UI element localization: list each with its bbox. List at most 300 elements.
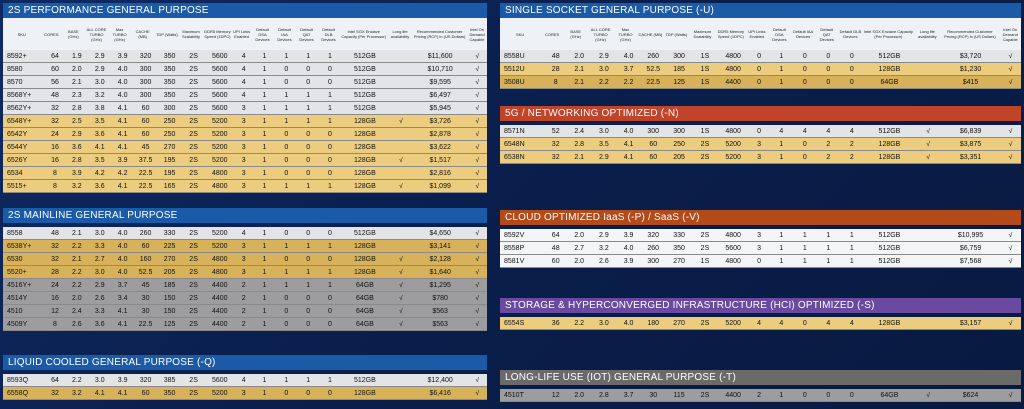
table-cell: 32 (551, 153, 560, 161)
table-cell: 1 (262, 229, 267, 237)
sku-cell: 4510T (504, 391, 524, 399)
column-header: BASE (GHz) (570, 29, 582, 39)
table-cell: 1 (306, 52, 311, 60)
table-cell: 1 (262, 294, 267, 302)
column-header: DDR5 Memory Speed (1DPC) (204, 29, 231, 39)
table-cell: 64GB (355, 307, 374, 315)
table-cell: 4.0 (117, 91, 128, 99)
table-cell: 2 (241, 320, 246, 328)
table-cell: 22.5 (138, 320, 153, 328)
table-cell: √ (398, 294, 403, 302)
table-cell: 2.3 (71, 91, 82, 99)
table-cell: 128GB (878, 140, 901, 148)
table-cell: √ (475, 117, 480, 125)
table-cell: 2S (189, 143, 198, 151)
table-cell: 4 (779, 127, 784, 135)
table-cell: 2S (189, 268, 198, 276)
table-cell: 1 (284, 104, 289, 112)
table-cell: 350 (163, 52, 176, 60)
table-cell: 2S (189, 78, 198, 86)
table-cell: 4 (241, 91, 246, 99)
table-cell: 4800 (725, 52, 741, 60)
column-header: Default DSA Devices (772, 26, 787, 42)
table-cell: 1 (262, 307, 267, 315)
table-cell: 2S (700, 244, 710, 252)
table-cell: √ (475, 104, 480, 112)
table-cell: √ (475, 255, 480, 263)
table-cell: 0 (328, 307, 332, 315)
table-cell: 2 (826, 140, 831, 148)
table-cell: $7,568 (959, 257, 982, 265)
table-row (3, 374, 487, 387)
table-row (3, 115, 487, 128)
table-cell: 350 (163, 65, 176, 73)
table-cell: 3.0 (94, 268, 105, 276)
table-cell: 3.9 (623, 231, 634, 239)
table-cell: 4.1 (117, 182, 128, 190)
table-cell: 4400 (211, 320, 228, 328)
table-cell: 2.2 (71, 242, 82, 250)
panel-title: 2S MAINLINE GENERAL PURPOSE (3, 208, 487, 223)
table-cell: 2S (189, 255, 198, 263)
table-cell: 4.0 (623, 244, 634, 252)
table-cell: 260 (139, 229, 152, 237)
table-cell: 250 (163, 117, 176, 125)
column-header: Default DLB Devices (839, 29, 862, 39)
table-cell: 3 (757, 153, 761, 161)
table-cell: 1 (779, 257, 784, 265)
table-cell: 2.5 (71, 117, 82, 125)
column-header: Default DSA Devices (255, 26, 270, 42)
table-cell: 0 (802, 52, 807, 60)
table-cell: √ (398, 307, 403, 315)
table-cell: 2S (189, 65, 198, 73)
sku-cell: 8570 (7, 78, 23, 86)
table-cell: 1 (779, 140, 784, 148)
table-cell: 1 (849, 231, 854, 239)
table-cell: 128GB (878, 319, 901, 327)
table-cell: 60 (551, 257, 560, 265)
table-cell: 32 (51, 255, 59, 263)
table-cell: 185 (673, 65, 685, 73)
table-cell: 3.0 (94, 229, 105, 237)
table-cell: 1 (284, 376, 289, 384)
column-header: Long life availability (918, 29, 937, 39)
table-cell: 37.5 (138, 156, 153, 164)
table-cell: 0 (306, 169, 311, 177)
table-row (3, 387, 487, 400)
table-cell: 3.0 (94, 376, 105, 384)
table-cell: 320 (647, 231, 660, 239)
table-cell: 1 (284, 268, 289, 276)
table-cell: 0 (306, 294, 311, 302)
table-cell: 2S (189, 389, 198, 397)
table-cell: 0 (306, 130, 311, 138)
table-cell: 5600 (211, 52, 228, 60)
table-cell: 1 (262, 117, 267, 125)
table-cell: 260 (647, 244, 660, 252)
table-cell: √ (475, 294, 480, 302)
table-cell: 48 (551, 52, 560, 60)
table-cell: 4.0 (117, 78, 128, 86)
table-cell: 4400 (211, 294, 228, 302)
table-cell: 128GB (878, 153, 901, 161)
table-cell: 300 (647, 257, 660, 265)
table-cell: 5200 (725, 319, 741, 327)
table-cell: 5200 (211, 389, 228, 397)
column-header: Intel On Demand Capable (469, 26, 485, 42)
table-cell: 270 (163, 143, 176, 151)
sku-cell: 4510 (7, 307, 23, 315)
table-cell: 0 (306, 320, 311, 328)
table-cell: 1 (328, 376, 332, 384)
column-header: Default DLB Devices (321, 26, 336, 42)
panel-title: 2S PERFORMANCE GENERAL PURPOSE (3, 3, 487, 18)
table-cell: 270 (163, 255, 176, 263)
table-cell: √ (475, 182, 480, 190)
table-cell: 1 (849, 244, 854, 252)
table-cell: 0 (826, 78, 831, 86)
panel-title: STORAGE & HYPERCONVERGED INFRASTRUCTURE (HCI) OPTIMIZED (-S) (500, 298, 1021, 313)
table-cell: 60 (141, 389, 150, 397)
table-cell: 1 (826, 231, 831, 239)
table-cell: √ (1008, 65, 1013, 73)
table-cell: 28 (551, 65, 560, 73)
table-cell: 1 (262, 182, 267, 190)
table-cell: 0 (328, 78, 332, 86)
table-cell: 0 (306, 65, 311, 73)
table-cell: 1 (262, 320, 267, 328)
sku-cell: 5515+ (7, 182, 27, 190)
table-cell: 2S (189, 130, 198, 138)
table-cell: 128GB (353, 268, 376, 276)
table-cell: √ (926, 140, 931, 148)
column-header: Recommended Customer Pricing (RCP) in (US Dollars) (413, 29, 466, 39)
table-cell: 4 (241, 78, 246, 86)
table-cell: 2.4 (71, 307, 82, 315)
table-cell: 3.2 (71, 389, 82, 397)
table-cell: 300 (673, 52, 685, 60)
table-cell: 350 (673, 244, 685, 252)
table-cell: $12,400 (427, 376, 453, 384)
table-cell: 2S (700, 231, 710, 239)
table-cell: 3.5 (94, 117, 105, 125)
table-cell: 0 (328, 143, 332, 151)
table-row (3, 76, 487, 89)
table-cell: $6,497 (429, 91, 451, 99)
table-cell: 0 (328, 156, 332, 164)
table-cell: 512GB (878, 257, 901, 265)
table-row (500, 255, 1021, 268)
table-row (500, 63, 1021, 76)
table-cell: 4400 (725, 391, 741, 399)
column-header: SKU (516, 31, 525, 37)
table-cell: 4.0 (623, 52, 634, 60)
table-cell: 3.2 (599, 244, 609, 252)
table-cell: 3.6 (71, 143, 82, 151)
table-cell: 0 (306, 143, 311, 151)
table-cell: 16 (51, 156, 59, 164)
table-row (3, 227, 487, 240)
table-cell: 4.0 (117, 65, 128, 73)
table-cell: 2.0 (71, 65, 82, 73)
sku-cell: 4516Y+ (7, 281, 32, 289)
table-cell: $563 (432, 320, 448, 328)
sku-cell: 5512U (504, 65, 525, 73)
sku-cell: 3508U (504, 78, 525, 86)
table-cell: 2.2 (71, 281, 82, 289)
table-cell: 2S (189, 229, 198, 237)
table-cell: √ (475, 268, 480, 276)
table-cell: 0 (802, 65, 807, 73)
table-cell: 1 (284, 242, 289, 250)
table-cell: 48 (51, 229, 59, 237)
table-cell: 195 (163, 156, 176, 164)
sku-cell: 8562Y+ (7, 104, 32, 112)
table-cell: 8 (553, 78, 558, 86)
table-row (500, 229, 1021, 242)
table-cell: 1 (262, 281, 267, 289)
table-cell: 2 (826, 153, 831, 161)
table-cell: 2S (700, 391, 710, 399)
table-cell: 2 (849, 153, 854, 161)
table-row (500, 138, 1021, 151)
sku-cell: 4514Y (7, 294, 28, 302)
table-cell: 0 (328, 320, 332, 328)
panel-title: 5G / NETWORKING OPTIMIZED (-N) (500, 106, 1021, 121)
table-cell: 128GB (353, 130, 376, 138)
table-cell: 1 (306, 281, 311, 289)
table-cell: 330 (163, 229, 176, 237)
table-cell: 1 (284, 52, 289, 60)
table-cell: 1 (262, 143, 267, 151)
table-cell: 1 (779, 78, 784, 86)
table-cell: 0 (284, 78, 289, 86)
table-cell: 64 (551, 231, 560, 239)
table-cell: 0 (284, 65, 289, 73)
table-cell: 4.1 (117, 307, 128, 315)
table-cell: 0 (849, 52, 854, 60)
table-cell: 30 (649, 391, 658, 399)
panel-mainline (3, 208, 487, 331)
table-cell: 0 (328, 389, 332, 397)
panel-cloud (500, 210, 1021, 268)
table-cell: 260 (647, 52, 660, 60)
column-header: UPI Links Enabled (748, 29, 766, 39)
column-header: ALL CORE TURBO (GHz) (86, 26, 107, 42)
table-cell: 3.3 (94, 242, 105, 250)
table-cell: √ (475, 52, 480, 60)
table-cell: 3 (241, 156, 246, 164)
table-cell: √ (475, 130, 480, 138)
table-cell: $9,595 (429, 78, 451, 86)
table-cell: 1 (328, 242, 332, 250)
table-cell: √ (398, 320, 403, 328)
table-cell: 1 (328, 281, 332, 289)
table-cell: 1 (779, 244, 784, 252)
table-cell: 1 (262, 268, 267, 276)
table-cell: 0 (849, 391, 854, 399)
table-row (3, 318, 487, 331)
table-row (3, 63, 487, 76)
table-cell: 0 (849, 78, 854, 86)
table-cell: $415 (962, 78, 979, 86)
table-cell: 0 (306, 78, 311, 86)
column-header: DDR5 Memory Speed (1DPC) (717, 29, 745, 39)
table-cell: √ (475, 91, 480, 99)
column-header: Maximum Scalability (182, 29, 201, 39)
table-cell: 2S (189, 52, 198, 60)
table-cell: 2S (700, 140, 710, 148)
table-cell: 2 (849, 140, 854, 148)
table-cell: 56 (51, 78, 59, 86)
table-cell: 1 (262, 104, 267, 112)
table-cell: 3.6 (94, 182, 105, 190)
table-cell: 4 (241, 52, 246, 60)
table-cell: 0 (306, 156, 311, 164)
table-cell: 4.0 (117, 255, 128, 263)
table-cell: 2 (241, 294, 246, 302)
table-cell: 1S (700, 127, 710, 135)
table-cell: 4 (779, 319, 784, 327)
table-cell: 3.3 (94, 307, 105, 315)
table-cell: 350 (163, 91, 176, 99)
table-cell: $3,726 (429, 117, 451, 125)
table-cell: 22.5 (646, 78, 661, 86)
table-cell: √ (475, 143, 480, 151)
table-cell: 2.9 (71, 130, 82, 138)
table-cell: $3,720 (959, 52, 982, 60)
table-cell: 1 (826, 257, 831, 265)
sku-cell: 8592+ (7, 52, 27, 60)
table-cell: 1 (779, 391, 784, 399)
table-cell: 0 (802, 319, 807, 327)
table-cell: 36 (551, 319, 560, 327)
table-cell: 8 (53, 182, 57, 190)
sku-cell: 6538Y+ (7, 242, 32, 250)
table-cell: 165 (163, 182, 176, 190)
table-cell: 300 (647, 127, 660, 135)
table-cell: 1 (262, 65, 267, 73)
table-cell: 512GB (353, 229, 376, 237)
table-cell: 4 (802, 127, 807, 135)
table-cell: 5600 (211, 65, 228, 73)
table-cell: 64GB (355, 320, 374, 328)
table-cell: 2S (189, 117, 198, 125)
panel-liquid (3, 355, 487, 400)
table-cell: 512GB (353, 104, 376, 112)
table-cell: 2 (241, 281, 246, 289)
table-cell: 1 (802, 244, 807, 252)
table-cell: 52.5 (138, 268, 153, 276)
table-cell: 4.1 (117, 389, 128, 397)
table-row (3, 141, 487, 154)
table-cell: 128GB (353, 169, 376, 177)
table-cell: 1 (826, 244, 831, 252)
table-cell: 3.0 (599, 319, 609, 327)
table-row (3, 89, 487, 102)
table-cell: $4,650 (429, 229, 451, 237)
table-cell: 4.1 (94, 143, 105, 151)
table-cell: 1 (802, 257, 807, 265)
column-header: Long life availability (390, 29, 410, 39)
table-cell: 3 (241, 182, 246, 190)
table-cell: 3.6 (94, 130, 105, 138)
table-cell: 5200 (725, 153, 741, 161)
table-cell: √ (1008, 244, 1013, 252)
table-cell: 512GB (878, 52, 901, 60)
table-cell: 2.6 (599, 257, 609, 265)
table-cell: √ (475, 281, 480, 289)
table-cell: 0 (802, 140, 807, 148)
table-cell: 60 (649, 140, 658, 148)
table-cell: 4.1 (117, 117, 128, 125)
table-cell: 60 (141, 130, 150, 138)
sku-cell: 6534 (7, 169, 23, 177)
sku-cell: 6554S (504, 319, 525, 327)
table-cell: 1 (328, 91, 332, 99)
table-cell: 512GB (353, 376, 376, 384)
table-cell: 0 (328, 229, 332, 237)
sku-cell: 6548Y+ (7, 117, 32, 125)
table-cell: 512GB (878, 231, 901, 239)
table-cell: √ (1008, 52, 1013, 60)
table-cell: 3.9 (71, 169, 82, 177)
table-cell: 128GB (353, 117, 376, 125)
table-cell: √ (1008, 391, 1013, 399)
table-cell: 1 (262, 242, 267, 250)
table-cell: $3,157 (959, 319, 982, 327)
table-cell: 2.0 (574, 52, 585, 60)
column-header: BASE (GHz) (68, 29, 79, 39)
table-cell: 28 (51, 268, 59, 276)
column-header: TDP (Watts) (155, 31, 178, 37)
table-cell: 250 (673, 140, 685, 148)
table-cell: 1 (328, 117, 332, 125)
table-cell: 225 (163, 242, 176, 250)
sku-cell: 8580 (7, 65, 23, 73)
table-cell: √ (398, 281, 403, 289)
table-cell: 2S (189, 294, 198, 302)
table-cell: 2S (189, 320, 198, 328)
table-cell: √ (926, 391, 931, 399)
table-cell: 4.0 (623, 127, 634, 135)
column-header-row (3, 18, 487, 50)
table-cell: $563 (432, 307, 448, 315)
table-cell: $6,839 (959, 127, 982, 135)
column-header: TDP (Watts) (665, 31, 688, 37)
table-cell: 3.9 (117, 376, 128, 384)
table-cell: 150 (163, 307, 176, 315)
table-cell: 512GB (353, 65, 376, 73)
table-cell: 2.2 (599, 78, 609, 86)
table-cell: 3.0 (599, 65, 609, 73)
table-cell: 30 (141, 307, 150, 315)
table-cell: 24 (51, 281, 59, 289)
table-cell: 2 (757, 391, 761, 399)
table-cell: $1,517 (429, 156, 451, 164)
panel-perf (3, 3, 487, 193)
table-cell: 0 (284, 169, 289, 177)
table-cell: 0 (849, 65, 854, 73)
table-cell: 24 (51, 130, 59, 138)
table-cell: 2.7 (94, 255, 105, 263)
column-header: ALL CORE TURBO (GHz) (590, 26, 611, 42)
sku-cell: 8592V (504, 231, 525, 239)
table-cell: 5600 (211, 91, 228, 99)
table-cell: 320 (139, 376, 152, 384)
panel-iot (500, 370, 1021, 402)
